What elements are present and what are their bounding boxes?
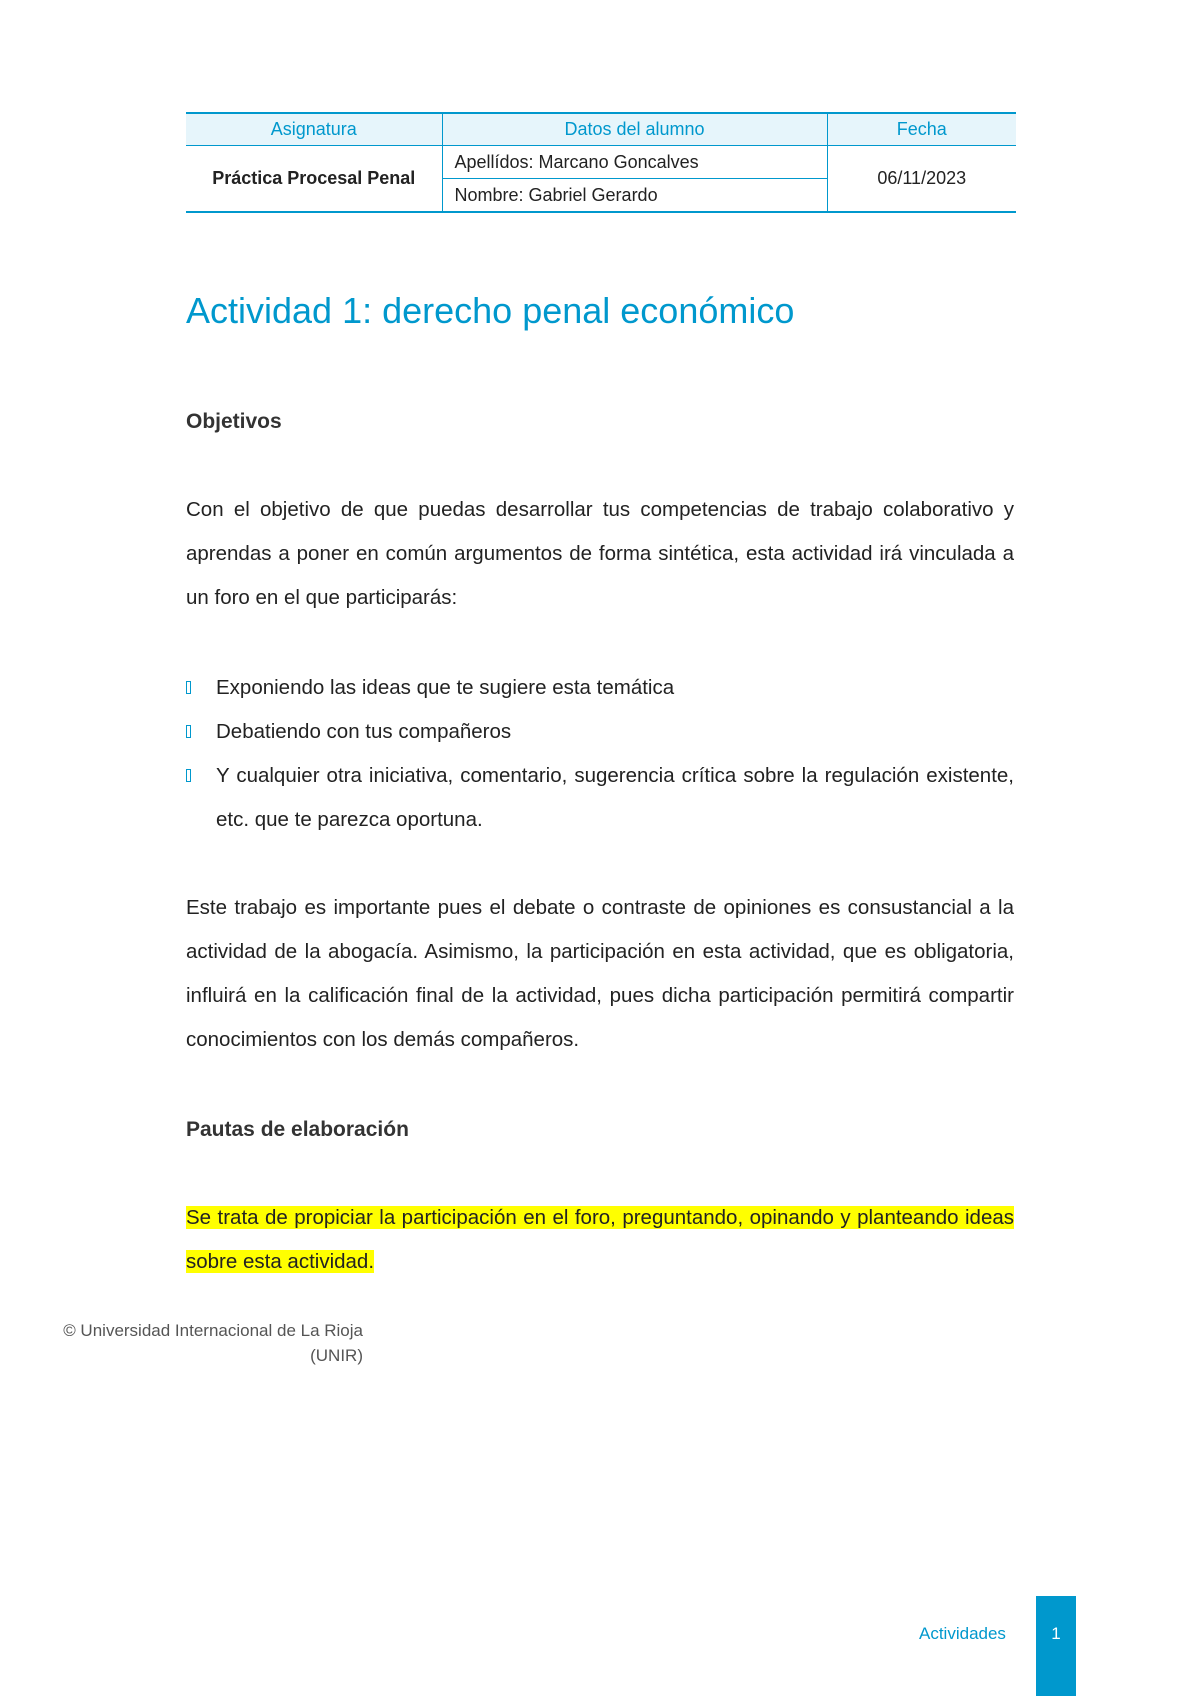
- bullet-icon: [186, 769, 191, 782]
- subject-value: Práctica Procesal Penal: [186, 146, 442, 213]
- list-item: [186, 666, 1014, 710]
- column-header-subject: Asignatura: [186, 113, 442, 146]
- objectives-intro: Con el objetivo de que puedas desarrollar tus competencias de trabajo colaborativo y aprendas a poner en común argumentos de forma sintética, esta actividad irá vinculada a un foro en el que participarás:: [186, 498, 1014, 609]
- footer-section-label: Actividades: [919, 1624, 1006, 1643]
- page-title: Actividad 1: derecho penal económico: [186, 290, 795, 331]
- column-header-student: Datos del alumno: [442, 113, 827, 146]
- copyright-line-1: © Universidad Internacional de La Rioja: [63, 1321, 363, 1340]
- guidelines-paragraph: [186, 1196, 1014, 1284]
- list-item-text: Y cualquier otra iniciativa, comentario, sugerencia crítica sobre la regulación existente, etc. que te parezca oportuna.: [216, 764, 1014, 831]
- bullet-icon: [186, 725, 191, 738]
- column-header-date: Fecha: [827, 113, 1016, 146]
- copyright-line-2: (UNIR): [310, 1346, 363, 1365]
- objectives-heading: Objetivos: [186, 410, 282, 433]
- objectives-list: [186, 666, 1014, 842]
- importance-paragraph: Este trabajo es importante pues el debate o contraste de opiniones es consustancial a la actividad de la abogacía. Asimismo, la participación en esta actividad, que es obligatoria, influirá en la calificación final de la actividad, pues dicha participación permitirá compartir conocimientos con los demás compañeros.: [186, 896, 1014, 1051]
- list-item: [186, 754, 1014, 842]
- guidelines-heading: Pautas de elaboración: [186, 1118, 409, 1141]
- header-table: [186, 112, 1016, 213]
- list-item-text: Exponiendo las ideas que te sugiere esta temática: [216, 676, 675, 699]
- highlighted-text: Se trata de propiciar la participación en el foro, preguntando, opinando y planteando ideas sobre esta actividad.: [186, 1206, 1014, 1273]
- list-item: [186, 710, 1014, 754]
- student-name: Nombre: Gabriel Gerardo: [442, 179, 827, 213]
- page-number: 1: [1036, 1596, 1076, 1696]
- copyright-notice: [18, 1318, 363, 1368]
- date-value: 06/11/2023: [827, 146, 1016, 213]
- bullet-icon: [186, 681, 191, 694]
- student-surname: Apellídos: Marcano Goncalves: [442, 146, 827, 179]
- list-item-text: Debatiendo con tus compañeros: [216, 720, 512, 743]
